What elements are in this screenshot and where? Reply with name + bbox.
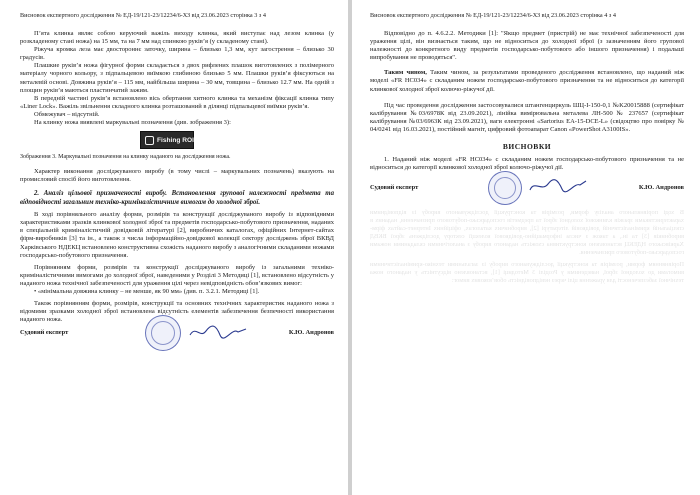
page-header: Висновок експертного дослідження № ЕД-19/121-23/12234/6-ХЗ від 23.06.2023 сторінка 4 з 4 [370,12,616,19]
paragraph: Під час проведення дослідження застосовувалися штангенциркуль ШЦ-І-150-0,1 №K20015888 (сертифікат калібрування №03/6978К від 23.09.2021), лінійка вимірювальна металева ЛН-500 № 237657 (сертифікат калібрування №03/6963К від 23.09.2021), ваги електронні «Sartorius EA-15-DCE-L» (свідоцтво про повірку № 04/0241 від 16.03.2021), постійний магніт, цифровий фотоапарат Canon «PowerShot A3100IS». [370,101,684,133]
seal-stamp-icon [145,315,181,351]
bleed-through-paragraph: В ході порівняльного аналізу форми, розмірів та конструкції досліджуваного виробу із відповідними характеристиками зразків клинкової холодної зброї та предметів господарсько-побутового призначення, наданих в спеціальній криміналістичній довідковій літературі [2], виробничих каталогах, офіційних Інтернет-сайтах фірм-виробників [3] та ін., а також з числа інформаційно-довідкової колекції сектору досліджень зброї ВКВД Харківського НДЕКЦ встановлено конструктивна схожість наданого виробу з аналогічними складаними ножами господарсько-побутового призначення. [370,209,684,257]
paragraph: На клинку ножа виявлені маркувальні позначення (див. зображення 3): [34,119,231,127]
paragraph: Плашкие руків’я ножа фігурної форми складається з двох рифлених плашок виготовлених з полімерного матеріалу чорного кольору, з підпальцевою виїмкою глибиною близько 5 мм. Плашки руків’я фіксуються на металевій основі. Довжина руків’я – 115 мм, найбільша ширина – 30 мм, товщина – близько 12.7 мм. На одній з площин руків’я маються пластинчатий зажим. [20,62,334,94]
image-caption: Зображення 3. Маркувальні позначення на клинку наданого на дослідження ножа. [20,154,231,161]
handwritten-signature-icon [188,323,248,341]
seal-stamp-icon [488,171,522,205]
paragraph: Ріжуча кромка леза має двостороннє заточку, ширина – близько 1,3 мм, кут загострення – близько 30 градусів. [20,46,334,62]
signer-title: Судовий експерт [370,184,419,192]
document-page-4 [352,0,700,495]
paragraph [370,69,684,93]
document-page-3 [0,0,348,495]
paragraph: В ході порівняльного аналізу форми, розмірів та конструкції досліджуваного виробу із відповідними характеристиками зразків клинкової холодної зброї та предметів господарсько-побутового призначення, наданих в спеціальній криміналістичній довідковій літературі [2], виробничих каталогах, офіційних Інтернет-сайтах фірм-виробників [3] та ін., а також з числа інформаційно-довідкової колекції сектору досліджень зброї ВКВД Харківського НДЕКЦ встановлено конструктивна схожість наданого виробу з аналогічними складаними ножами господарсько-побутового призначення. [20,211,334,259]
signer-name: К.Ю. Андронов [288,329,334,337]
paragraph: Також порівнянням форми, розмірів, конструкції та основних технічних характеристик наданого ножа з відомими зразками холодної зброї встановлена відсутність елементів забезпечення безпечності використання наданого ножа. [20,300,334,324]
signature-block [370,184,684,191]
fishing-roi-logo-icon [145,136,154,145]
paragraph: Обмежувач – відсутній. [34,110,100,118]
paragraph: П’ята клинка являє собою керуючий важіль виходу клинка, який виступає над лезом клинка (у розкладеному стані ножа) на 15 мм, та на 7 мм над спинкою руків’я (у складеному стані). [20,30,334,46]
blade-marking-text: Fishing ROI [157,137,194,145]
paragraph: Відповідно до п. 4.6.2.2. Методики [1]: "Якщо предмет (пристрій) не має технічної забезпеченості для ураження цілі, він визнається таким, що не відноситься до холодної зброї (з зазначенням його групової належності до конкретного виду предметів господарсько-побутового або іншого призначення) і подальші випробування не проводяться". [370,30,684,62]
bleed-through-text [370,209,684,285]
paragraph: Порівнянням форми, розмірів та конструкції досліджуваного виробу із загальними техніко-криміналістичними вимогами до холодної зброї, наведеними у Розділі 3 Методиці [1], встановлено відсутність у наданого ножа технічної забезпеченості для ураження цілі через невідповідність обов’язкових вимог: [20,263,334,287]
conclusion-lead: Таким чином, [384,69,427,77]
page-header: Висновок експертного дослідження № ЕД-19/121-23/12234/6-ХЗ від 23.06.2023 сторінка 3 з 4 [20,12,266,19]
conclusions-heading: ВИСНОВКИ [502,142,552,152]
blade-marking-image [140,131,194,149]
signature-block [20,329,334,336]
list-item: • «мінімальна довжина клинку – не менше, як 90 мм» (див. п. 3.2.1. Методиці [1]. [34,287,260,295]
paragraph: В передній частині руків’я встановлено вісь обертання хитного клинка та механізм фіксації клинка типу «Liner Lock». Важіль звільнення складного клинка розташований в ділянці підпальцевої виїмки руків’я. [20,94,334,110]
conclusion-item: 1. Наданий ніж моделі «FR HC034» с складаним ножем господарсько-побутового призначення та не відноситься до категорії клинкової холодної зброї колючо-ріжучої дії. [370,156,684,172]
section-heading: 2. Аналіз цільової призначеності виробу. Встановлення групової належності предмета та відповідності загальним техніко-криміналістичним вимогам до холодної зброї. [20,190,334,206]
paragraph: Характер виконання досліджуваного виробу (в тому числі – маркувальних позначень) вказують на промисловий спосіб його виготовлення. [20,168,334,184]
bleed-through-paragraph: Порівнянням форми, розмірів та конструкції досліджуваного виробу із загальними техніко-криміналістичними вимогами до холодної зброї, наведеними у Розділі 3 Методиці [1], встановлено відсутність у наданого ножа технічної забезпеченості для ураження цілі через невідповідність обов’язкових вимог: [370,261,684,285]
conclusion-text: Таким чином, за результатами проведеного дослідження встановлено, що наданий ніж моделі «FR HC034» с складаним ножем господарсько-побутового призначення та не відноситься до категорії клинкової холодної зброї колючо-ріжучої дії. [370,69,684,93]
signer-title: Судовий експерт [20,329,69,337]
handwritten-signature-icon [528,177,588,195]
signer-name: К.Ю. Андронов [638,184,684,192]
